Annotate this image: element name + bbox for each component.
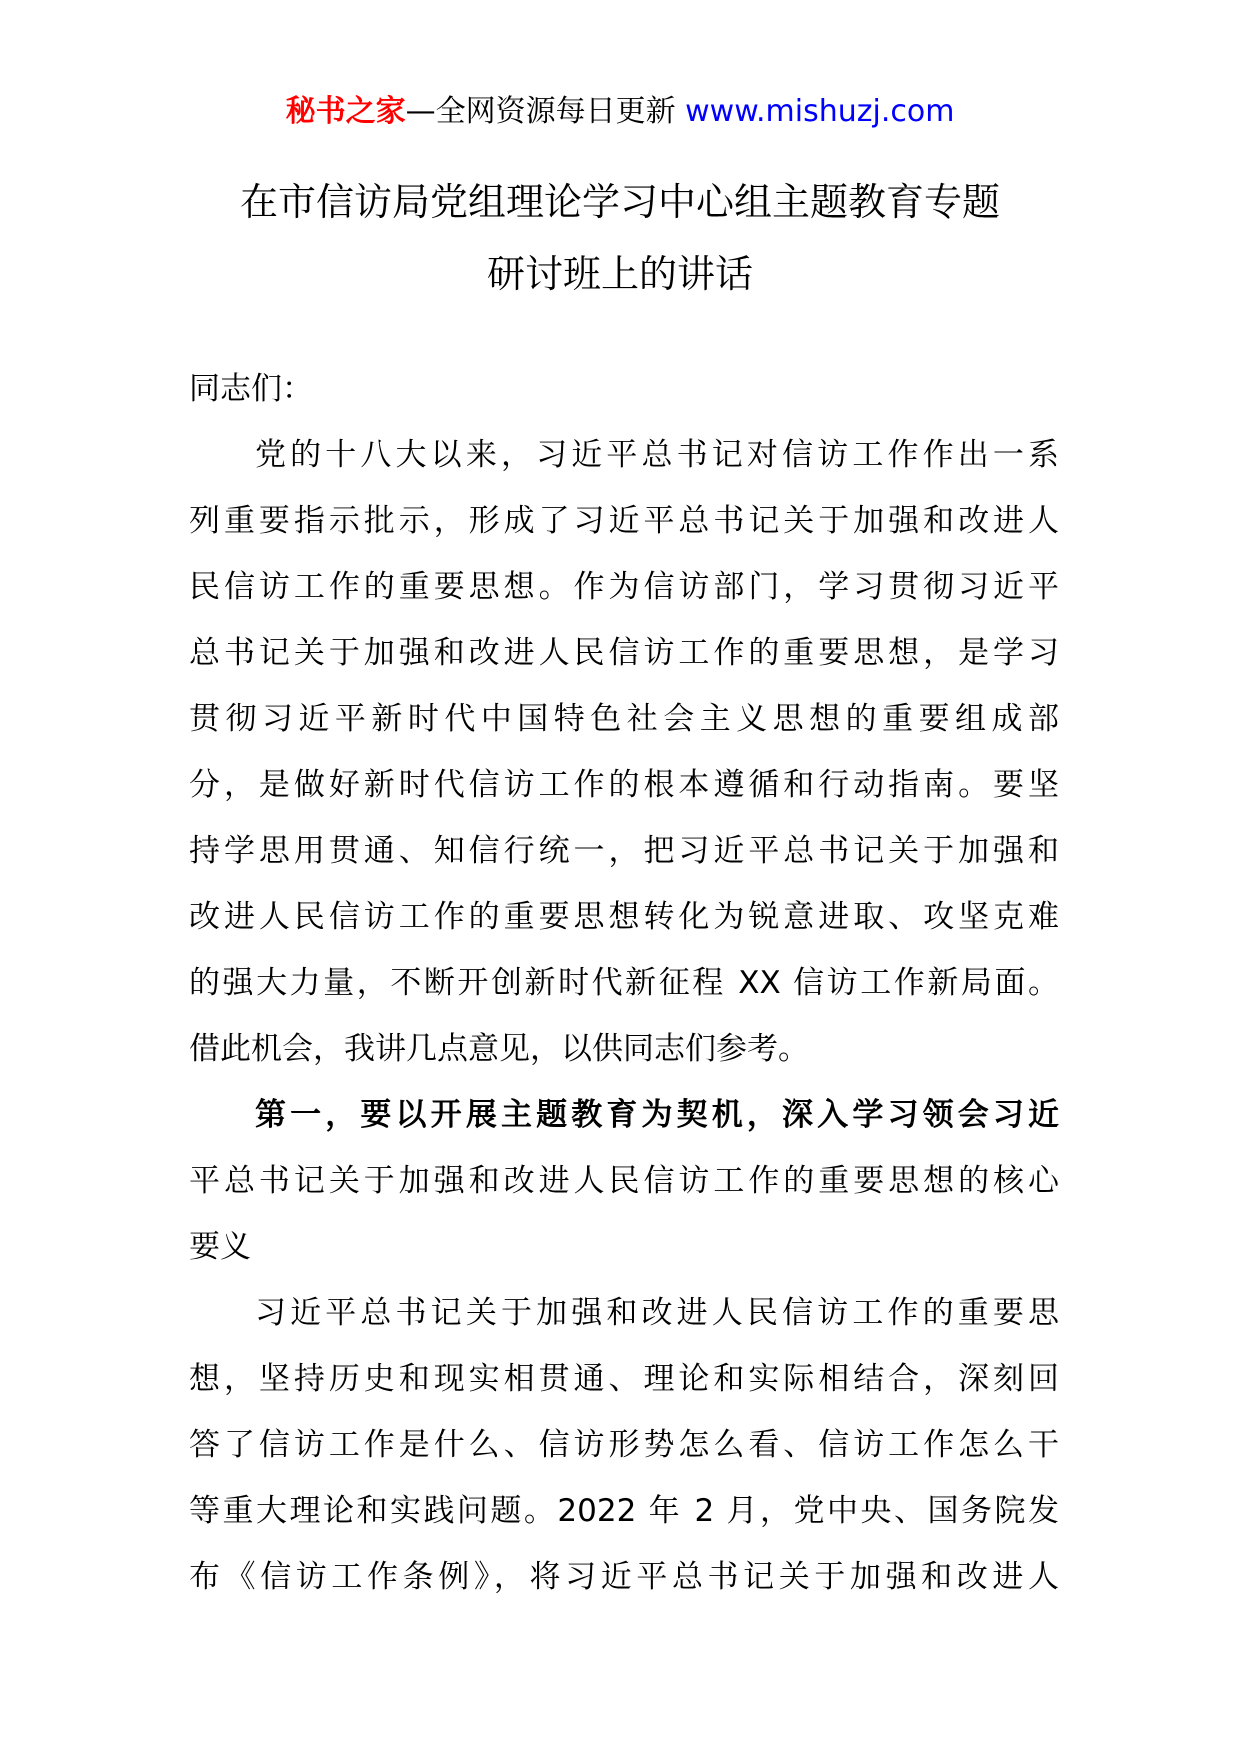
section-heading-line: 第一，要以开展主题教育为契机，深入学习领会习近 [255,1097,1059,1133]
brand-name: 秘书之家 [285,94,406,129]
paragraph-1-line: 列重要指示批示，形成了习近平总书记关于加强和改进人 [189,503,1059,539]
paragraph-1-line: 持学思用贯通、知信行统一，把习近平总书记关于加强和 [189,833,1059,869]
paragraph-1-line: 党的十八大以来，习近平总书记对信访工作作出一系 [255,437,1059,473]
paragraph-3-line: 答了信访工作是什么、信访形势怎么看、信访工作怎么干 [189,1427,1059,1463]
paragraph-1-line: 贯彻习近平新时代中国特色社会主义思想的重要组成部 [189,701,1059,737]
paragraph-3-line: 想，坚持历史和现实相贯通、理论和实际相结合，深刻回 [189,1361,1059,1397]
paragraph-3-line: 等重大理论和实践问题。2022 年 2 月，党中央、国务院发 [189,1493,1059,1529]
paragraph-1-line: 改进人民信访工作的重要思想转化为锐意进取、攻坚克难 [189,899,1059,935]
title-line-2: 研讨班上的讲话 [486,252,753,296]
paragraph-1-line: 民信访工作的重要思想。作为信访部门，学习贯彻习近平 [189,569,1059,605]
paragraph-1-line: 分，是做好新时代信访工作的根本遵循和行动指南。要坚 [189,767,1059,803]
paragraph-3-line: 习近平总书记关于加强和改进人民信访工作的重要思 [255,1295,1059,1331]
section-heading-line: 平总书记关于加强和改进人民信访工作的重要思想的核心 [189,1163,1059,1199]
document-title [150,166,1090,310]
site-header [0,92,1240,132]
salutation: 同志们： [189,371,313,407]
paragraph-3-line: 布《信访工作条例》，将习近平总书记关于加强和改进人 [189,1559,1059,1595]
title-line-1: 在市信访局党组理论学习中心组主题教育专题 [239,180,1000,224]
document-body [189,356,1059,1610]
paragraph-1-line: 借此机会，我讲几点意见，以供同志们参考。 [189,1031,809,1067]
brand-tagline: —全网资源每日更新 [405,94,676,129]
site-url-link[interactable]: www.mishuzj.com [685,94,955,129]
paragraph-1-line: 的强大力量，不断开创新时代新征程 XX 信访工作新局面。 [189,965,1059,1001]
section-heading-line: 要义 [189,1229,251,1265]
paragraph-1-line: 总书记关于加强和改进人民信访工作的重要思想，是学习 [189,635,1059,671]
